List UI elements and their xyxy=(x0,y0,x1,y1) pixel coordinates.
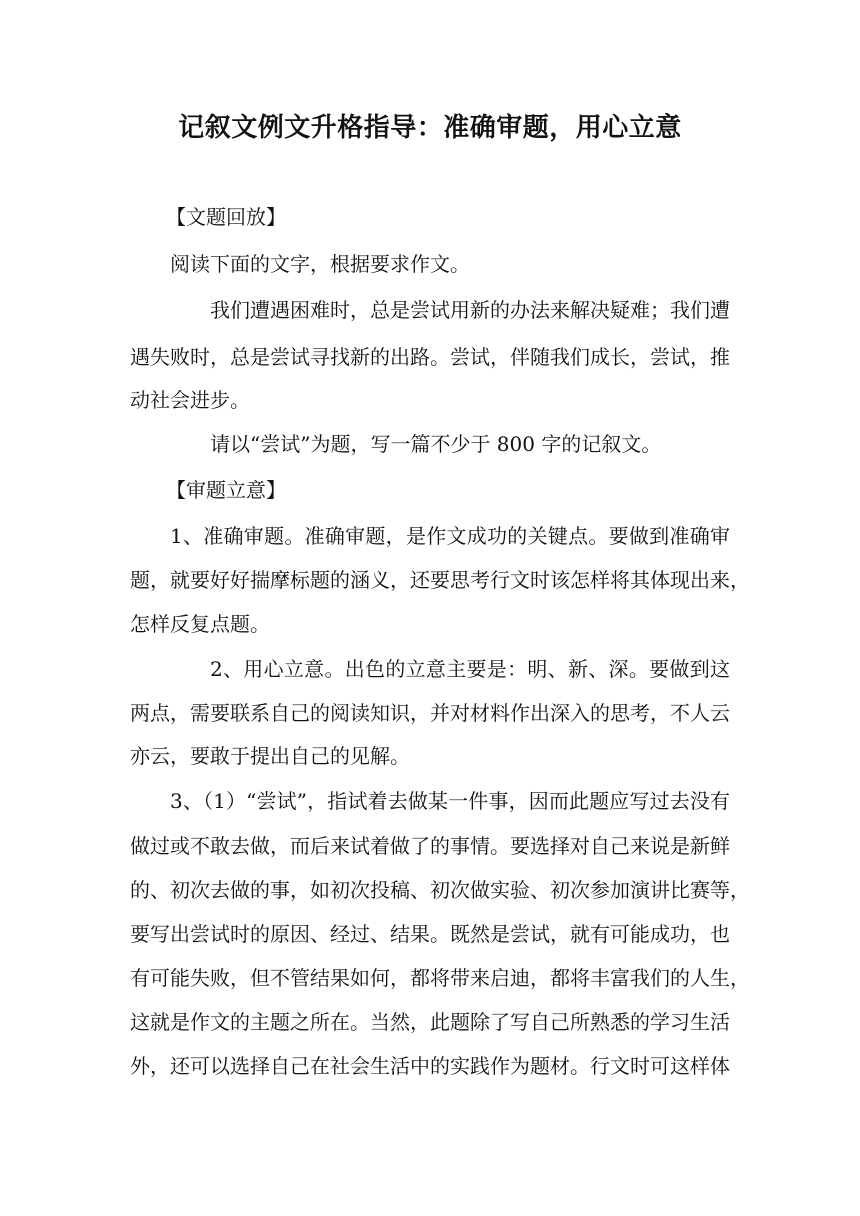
point2-line-2: 两点，需要联系自己的阅读知识，并对材料作出深入的思考，不人云 xyxy=(130,701,730,725)
point3-line-1: 3、（1）“尝试”，指试着去做某一件事，因而此题应写过去没有 xyxy=(170,789,730,813)
document-title: 记叙文例文升格指导：准确审题，用心立意 xyxy=(178,113,682,143)
point3-line-6: 这就是作文的主题之所在。当然，此题除了写自己所熟悉的学习生活 xyxy=(130,1010,730,1034)
point2-line-3: 亦云，要敢于提出自己的见解。 xyxy=(130,744,410,768)
material-line-2: 遇失败时，总是尝试寻找新的出路。尝试，伴随我们成长，尝试，推 xyxy=(130,345,730,369)
point3-line-3: 的、初次去做的事，如初次投稿、初次做实验、初次参加演讲比赛等， xyxy=(130,878,750,902)
point1-line-1: 1、准确审题。准确审题，是作文成功的关键点。要做到准确审 xyxy=(170,524,730,548)
point3-line-4: 要写出尝试时的原因、经过、结果。既然是尝试，就有可能成功，也 xyxy=(130,922,730,946)
prompt-intro: 阅读下面的文字，根据要求作文。 xyxy=(170,252,470,276)
material-line-1: 我们遭遇困难时，总是尝试用新的办法来解决疑难；我们遭 xyxy=(210,298,730,322)
point3-line-7: 外，还可以选择自己在社会生活中的实践作为题材。行文时可这样体 xyxy=(130,1054,730,1078)
review-heading: 【文题回放】 xyxy=(166,205,286,229)
point3-line-5: 有可能失败，但不管结果如何，都将带来启迪，都将丰富我们的人生， xyxy=(130,966,750,990)
point1-line-3: 怎样反复点题。 xyxy=(130,612,270,636)
point2-line-1: 2、用心立意。出色的立意主要是：明、新、深。要做到这 xyxy=(210,657,730,681)
material-line-3: 动社会进步。 xyxy=(130,388,250,412)
analysis-heading: 【审题立意】 xyxy=(166,478,286,502)
point1-line-2: 题，就要好好揣摩标题的涵义，还要思考行文时该怎样将其体现出来， xyxy=(130,568,750,592)
requirement-text: 请以“尝试”为题，写一篇不少于 800 字的记叙文。 xyxy=(210,432,662,456)
point3-line-2: 做过或不敢去做，而后来试着做了的事情。要选择对自己来说是新鲜 xyxy=(130,834,730,858)
